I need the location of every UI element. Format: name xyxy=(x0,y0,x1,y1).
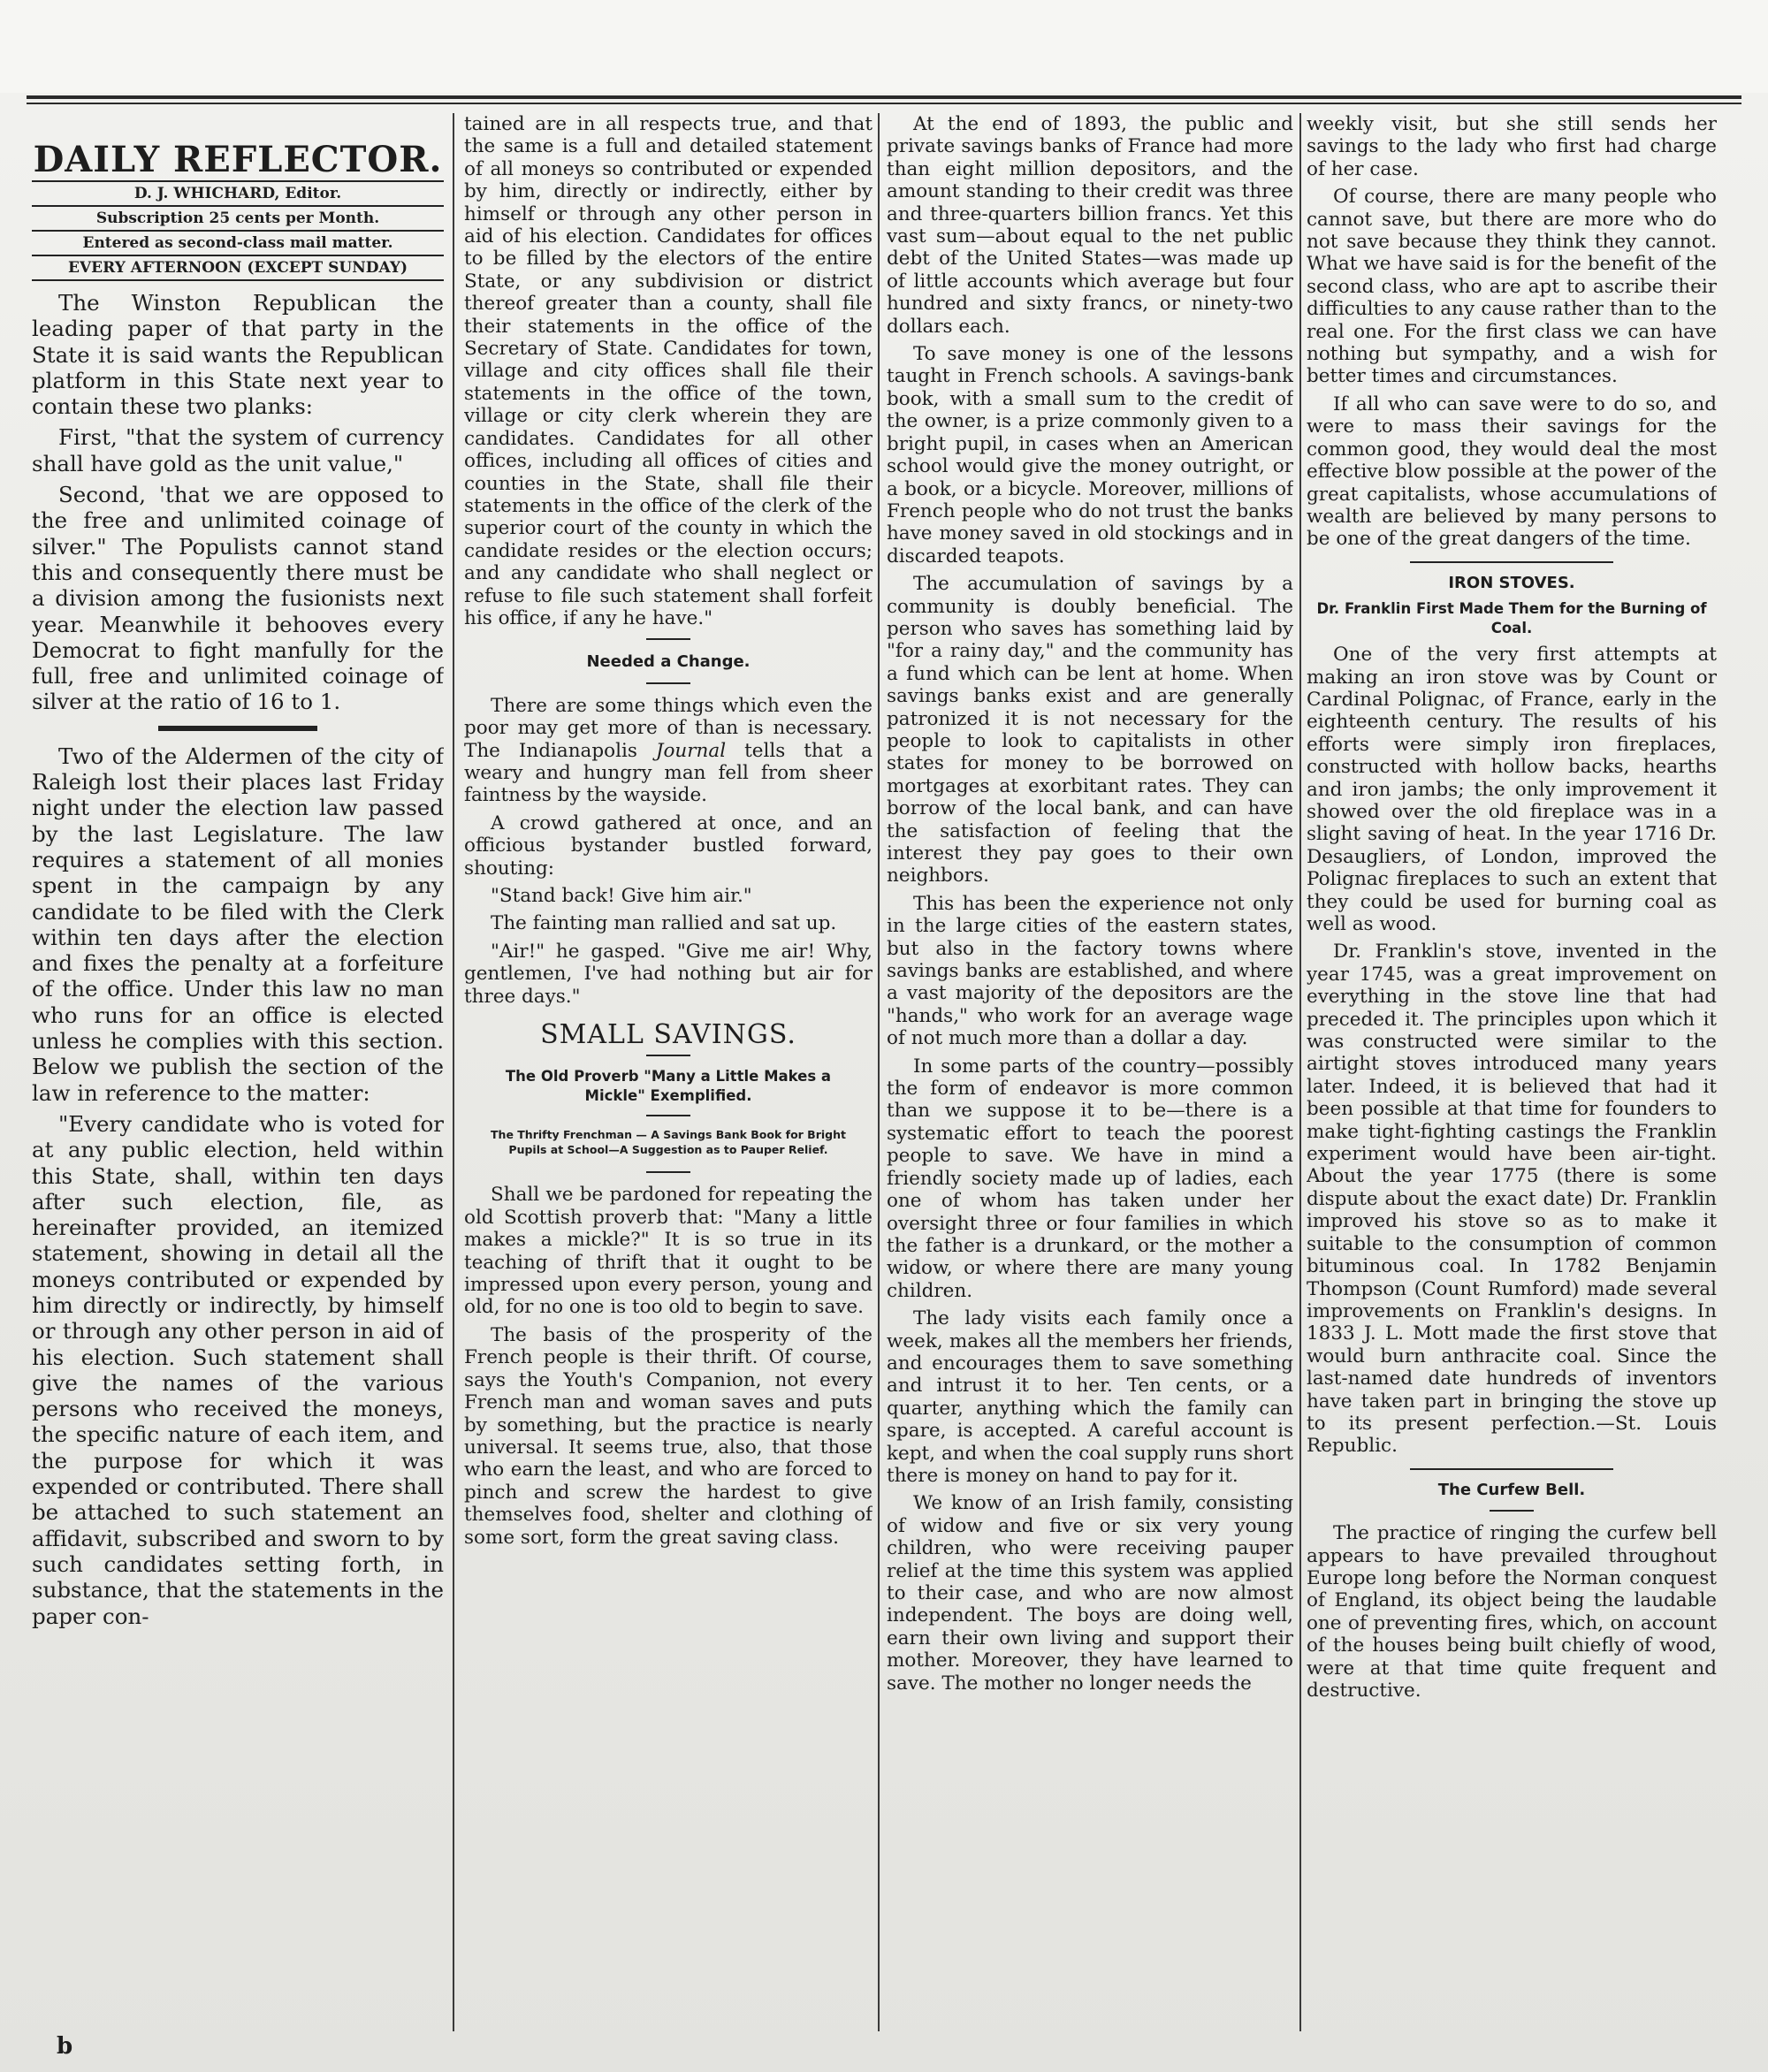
article-heading-curfew-bell: The Curfew Bell. xyxy=(1437,1480,1586,1499)
section-divider xyxy=(646,682,690,684)
article-paragraph: weekly visit, but she still sends her savings to the lady who first had charge of her case. xyxy=(1307,113,1717,180)
article-paragraph: We know of an Irish family, consisting of widow and five or six very young children, who were receiving pauper relief at the time this system was applied to their case, and who are now almost independent. The boys are doing well, earn their own living and support their mother. Moreover, they have learned to save. The mother no longer needs the xyxy=(887,1492,1293,1695)
article-paragraph: Dr. Franklin's stove, invented in the year 1745, was a great improvement on everything in the stove line that had preceded it. The principles upon which it was constructed were similar to the airtight stoves introduced many years later. Indeed, it is believed that had it been possible at that time for founders to make tight-fighting castings the Franklin experiment would have been air-tight. About the year 1775 (there is some dispute about the exact date) Dr. Franklin improved his stove so as to make it suitable to the consumption of common bituminous coal. In 1782 Benjamin Thompson (Count Rumford) made several improvements on Franklin's designs. In 1833 J. L. Mott made the first stove that would burn anthracite coal. Since the last-named date hundreds of inventors have taken part in bringing the stove up to its present perfection.—St. Louis Republic. xyxy=(1307,941,1717,1458)
editorial-paragraph: Second, 'that we are opposed to the free and unlimited coinage of silver." The Populists cannot stand this and consequently there must be a division among the fusionists next year. Meanwhile it behooves every Democrat to fight manfully for the full, free and unlimited coinage of silver at the ratio of 16 to 1. xyxy=(32,482,444,715)
article-paragraph: One of the very first attempts at making an iron stove was by Count or Cardinal Polignac, of France, early in the eighteenth century. The results of his efforts were simply iron fireplaces, constructed with hollow backs, hearths and iron jambs; the only improvement it showed over the old fireplace was in a slight saving of heat. In the year 1716 Dr. Desaugliers, of London, improved the Polignac fireplaces to such an extent that they could be used for burning coal as well as wood. xyxy=(1307,644,1717,935)
article-heading-iron-stoves: IRON STOVES. xyxy=(1448,573,1575,592)
column-rule xyxy=(1299,113,1301,2031)
page-mark: b xyxy=(57,2033,73,2060)
article-paragraph: Shall we be pardoned for repeating the old Scottish proverb that: "Many a little makes a mickle?" It is so true in its teaching of thrift that it ought to be impressed upon every person, young and old, for no one is too old to begin to save. xyxy=(464,1184,873,1319)
top-rule xyxy=(27,95,1741,99)
article-paragraph: The fainting man rallied and sat up. xyxy=(491,912,837,935)
law-quote-paragraph: "Every candidate who is voted for at any public election, held within this State, shall, within ten days after such election, file, as hereinafter provided, an itemized statement, showing in detail all the moneys contributed or expended by him directly or indirectly, by himself or through any other person in aid of his election. Such statement shall give the names of the various persons who received the moneys, the specific nature of each item, and the purpose for which it was expended or contributed. There shall be attached to such statement an affidavit, subscribed and sworn to by such candidates setting forth, in substance, that the statements in the paper con- xyxy=(32,1110,444,1629)
article-paragraph: The accumulation of savings by a community is doubly beneficial. The person who saves has something laid by "for a rainy day," and the community has a fund which can be lent at home. When savings banks exist and are generally patronized it is not necessary for the people to look to capitalists in other states for money to be borrowed on mortgages at exorbitant rates. They can borrow of the local bank, and can have the satisfaction of feeling that the interest they pay goes to their own neighbors. xyxy=(887,573,1293,887)
article-paragraph: A crowd gathered at once, and an officious bystander bustled forward, shouting: xyxy=(464,811,873,880)
article-paragraph: There are some things which even the poor may get more of than is necessary. The Indianapolis Journal tells that a weary and hungry man fell from sheer faintness by the wayside. xyxy=(464,694,873,807)
article-paragraph: In some parts of the country—possibly the form of endeavor is more common than we suppose it to be—there is a systematic effort to teach the poorest people to save. We have in mind a friendly society made up of ladies, each one of whom has taken under her oversight three or four families in which the father is a drunkard, or the mother a widow, or where there are many young children. xyxy=(887,1055,1293,1302)
article-subheading: The Old Proverb "Many a Little Makes a Mickle" Exemplified. xyxy=(505,1068,832,1105)
editorial-paragraph: First, "that the system of currency shall have gold as the unit value," xyxy=(32,424,444,476)
section-divider xyxy=(646,1115,690,1116)
article-paragraph: The practice of ringing the curfew bell appears to have prevailed throughout Europe long before the Norman conquest of England, its object being the laudable one of preventing fires, which, on account of the houses being built chiefly of wood, were at that time quite frequent and destructive. xyxy=(1307,1522,1717,1702)
article-paragraph: "Stand back! Give him air." xyxy=(491,885,752,907)
section-divider xyxy=(158,726,317,731)
masthead-title: DAILY REFLECTOR. xyxy=(33,139,443,180)
section-divider xyxy=(646,638,690,640)
section-divider xyxy=(1410,1468,1613,1470)
article-paragraph: Of course, there are many people who cannot save, but there are more who do not save because they think they cannot. What we have said is for the benefit of the second class, who are apt to ascribe their difficulties to any cause rather than to the real one. For the first class we can have nothing but sympathy, and a wish for better times and circumstances. xyxy=(1307,186,1717,388)
editorial-paragraph: Two of the Aldermen of the city of Raleigh lost their places last Friday night under the election law passed by the last Legislature. The law requires a statement of all monies spent in the campaign by any candidate to be filed with the Clerk within ten days after the election and fixes the penalty at a forfeiture of the office. Under this law no man who runs for an office is elected unless he complies with this section. Below we publish the section of the law in reference to the matter: xyxy=(32,743,444,1106)
section-divider xyxy=(646,1055,690,1056)
column-3 xyxy=(887,113,1293,2040)
article-paragraph: If all who can save were to do so, and were to mass their savings for the common good, they would deal the most effective blow possible at the power of the great capitalists, whose accumulations of wealth are believed by many persons to be one of the great dangers of the time. xyxy=(1307,392,1717,551)
journal-name: Journal xyxy=(655,739,727,762)
article-paragraph: At the end of 1893, the public and private savings banks of France had more than eight million depositors, and the amount standing to their credit was three and three-quarters billion francs. Yet this vast sum—about equal to the net public debt of the United States—was made up of little accounts which average but four hundred and sixty francs, or ninety-two dollars each. xyxy=(887,113,1293,338)
column-rule xyxy=(878,113,880,2031)
article-paragraph: This has been the experience not only in the large cities of the eastern states, but also in the factory towns where savings banks are established, and where a vast majority of the depositors are the "hands," who work for an average wage of not much more than a dollar a day. xyxy=(887,892,1293,1050)
masthead-subscription: Subscription 25 cents per Month. xyxy=(32,205,444,230)
column-1 xyxy=(32,113,444,2040)
top-rule-thin xyxy=(27,103,1741,104)
article-paragraph: The lady visits each family once a week, makes all the members her friends, and encourages them to save something and intrust it to her. Ten cents, or a quarter, anything which the family can spare, is accepted. A careful account is kept, and when the coal supply runs short there is money on hand to pay for it. xyxy=(887,1307,1293,1487)
column-2 xyxy=(464,113,873,2040)
article-heading-small-savings: SMALL SAVINGS. xyxy=(540,1019,796,1051)
column-4 xyxy=(1307,113,1717,2040)
section-divider xyxy=(1490,1510,1534,1512)
section-divider xyxy=(646,1171,690,1173)
article-deck: The Thrifty Frenchman — A Savings Bank Book for Bright Pupils at School—A Suggestion as to Pauper Relief. xyxy=(491,1128,846,1157)
law-quote-continued: tained are in all respects true, and that the same is a full and detailed statement of all moneys so contributed or expended by him, directly or indirectly, either by himself or through any other person in aid of his election. Candidates for offices to be filled by the electors of the entire State, or any subdivision or district thereof greater than a county, shall file their statements in the office of the Secretary of State. Candidates for town, village and city offices shall file their statements in the office of the town, village or city clerk wherein they are candidates. Candidates for all other offices, including all offices of cities and counties in the State, shall file their statements in the office of the clerk of the superior court of the county in which the candidate resides or the election occurs; and any candidate who shall neglect or refuse to file such statement shall forfeit his office, if any he have." xyxy=(464,113,873,629)
editorial-paragraph: The Winston Republican the leading paper of that party in the State it is said wants the Republican platform in this State next year to contain these two planks: xyxy=(32,290,444,420)
section-divider xyxy=(1410,561,1613,563)
article-subheading: Dr. Franklin First Made Them for the Burning of Coal. xyxy=(1316,600,1707,637)
column-rule xyxy=(453,113,454,2031)
article-paragraph: The basis of the prosperity of the French people is their thrift. Of course, says the Youth's Companion, not every French man and woman saves and puts by something, but the practice is nearly universal. It seems true, also, that those who earn the least, and who are forced to pinch and screw the hardest to give themselves food, shelter and clothing of some sort, form the great saving class. xyxy=(464,1323,873,1549)
masthead-schedule: EVERY AFTERNOON (EXCEPT SUNDAY) xyxy=(32,255,444,281)
top-margin xyxy=(0,0,1768,93)
article-paragraph: "Air!" he gasped. "Give me air! Why, gentlemen, I've had nothing but air for three days." xyxy=(464,940,873,1008)
masthead-editor: D. J. WHICHARD, Editor. xyxy=(32,180,444,205)
article-heading-needed-a-change: Needed a Change. xyxy=(586,652,751,672)
article-paragraph: To save money is one of the lessons taught in French schools. A savings-bank book, with a small sum to the credit of the owner, is a prize commonly given to a bright pupil, in cases when an American school would give the money outright, or a book, or a bicycle. Moreover, millions of French people who do not trust the banks have money saved in old stockings and in discarded teapots. xyxy=(887,343,1293,568)
masthead-mail: Entered as second-class mail matter. xyxy=(32,230,444,255)
